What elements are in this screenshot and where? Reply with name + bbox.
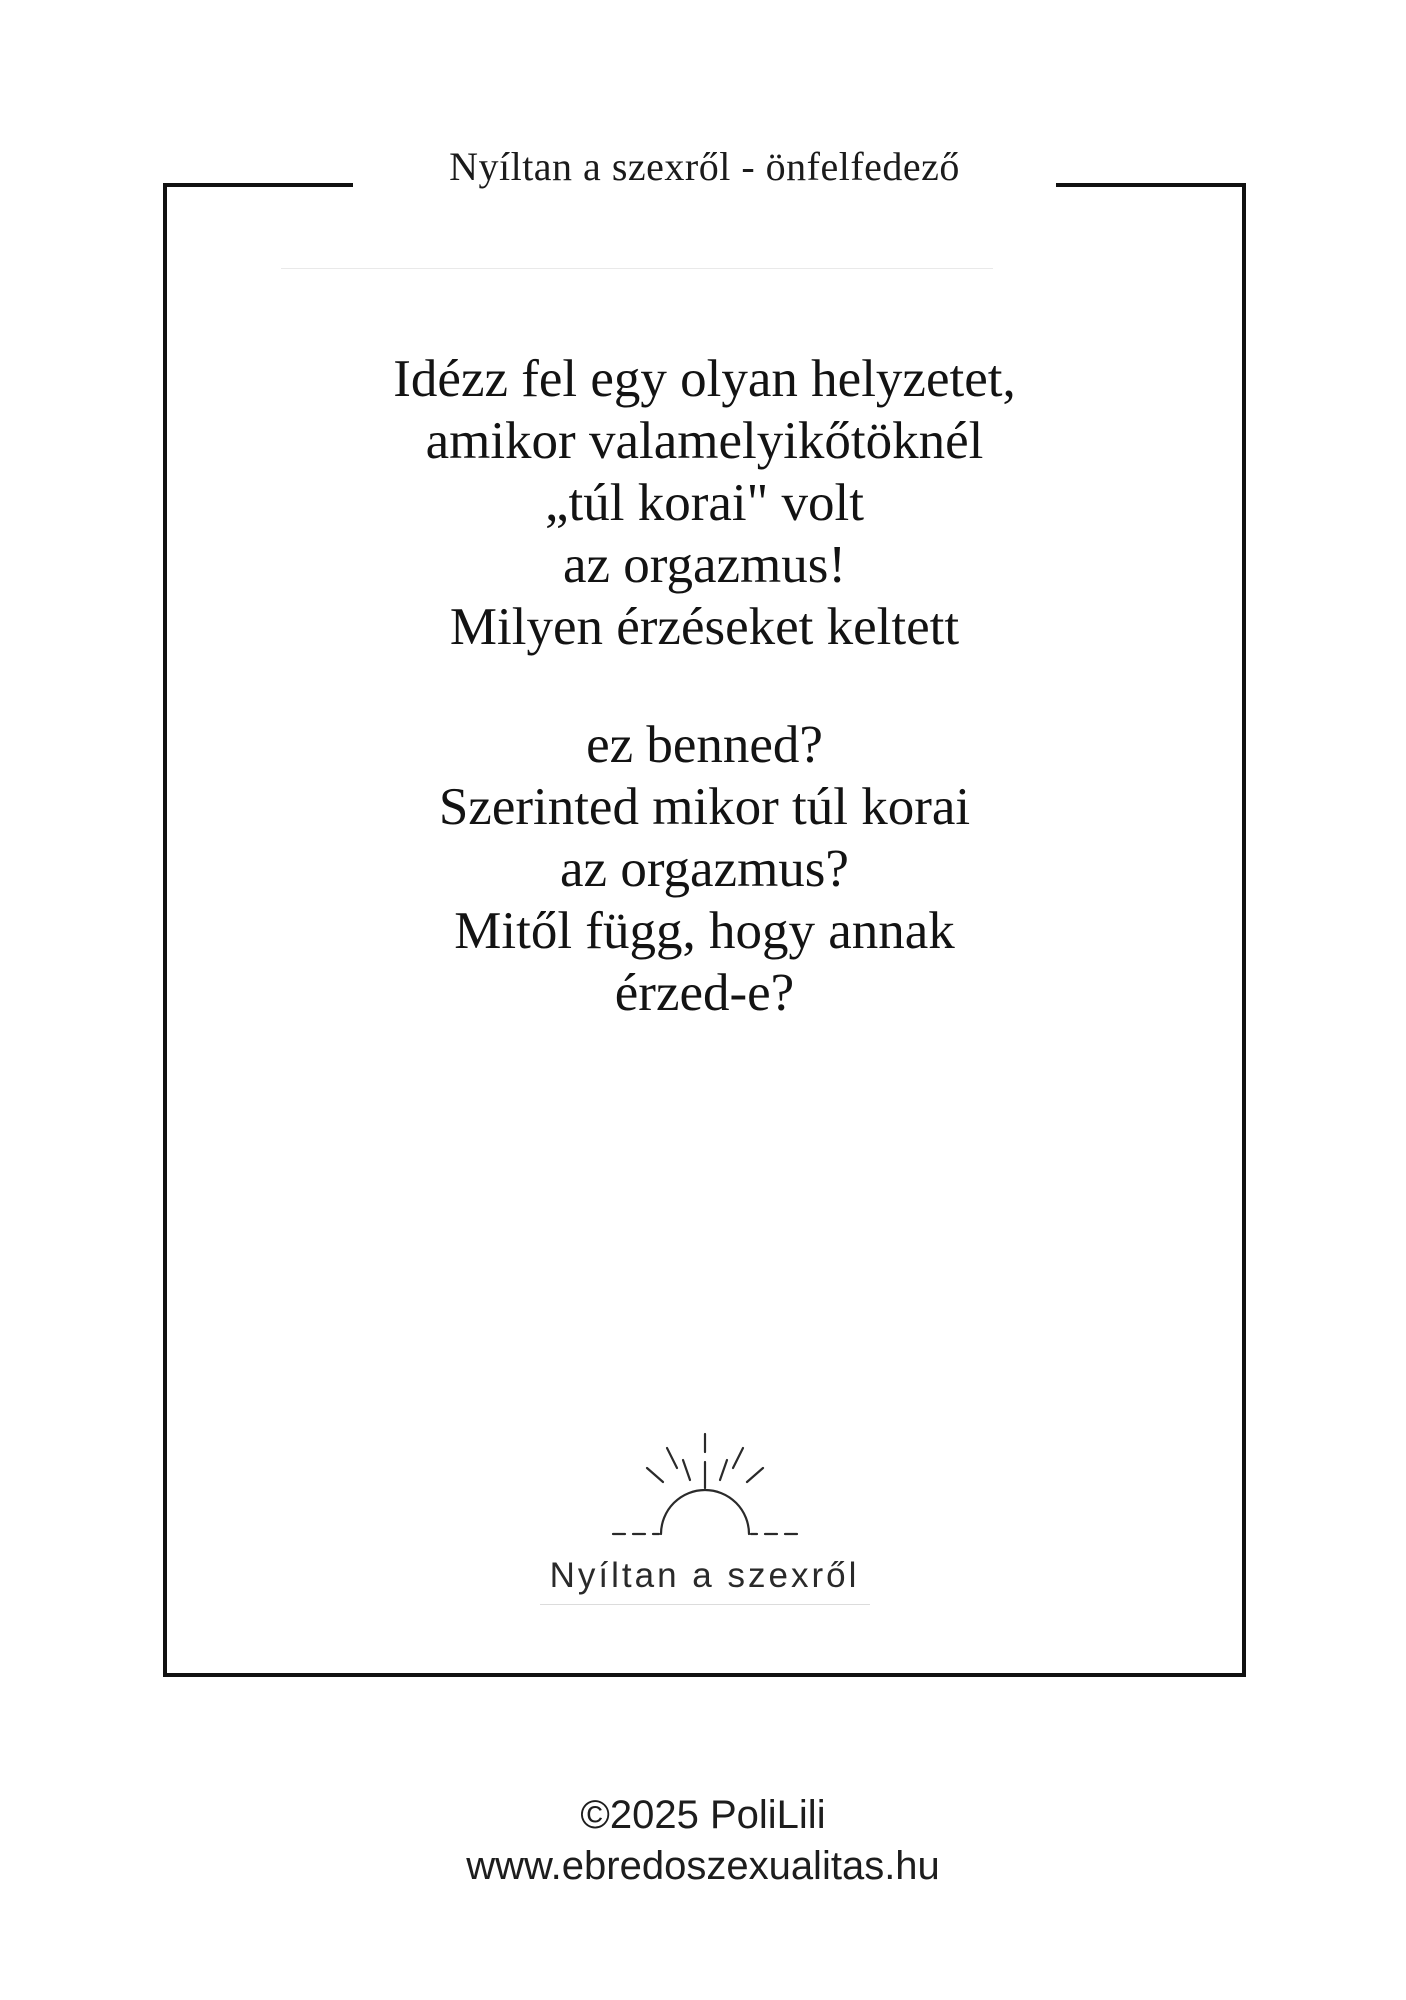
prompt-line: ez benned?: [586, 716, 823, 774]
card-border-right: [1242, 183, 1246, 1677]
prompt-text: [223, 348, 1186, 1024]
prompt-line: érzed-e?: [614, 964, 795, 1022]
prompt-spacer: [223, 658, 1186, 714]
page-footer: [0, 1790, 1406, 1892]
prompt-line: az orgazmus!: [562, 536, 847, 594]
prompt-line: Mitől függ, hogy annak: [454, 902, 955, 960]
prompt-line: Idézz fel egy olyan helyzetet,: [393, 350, 1016, 408]
website-url: www.ebredoszexualitas.hu: [466, 1844, 940, 1889]
brand-underline: [540, 1604, 870, 1605]
prompt-card: [163, 144, 1246, 1677]
prompt-line: Milyen érzéseket keltett: [449, 598, 960, 656]
brand-logo: [525, 1430, 885, 1605]
card-title: Nyíltan a szexről - önfelfedező: [449, 144, 960, 189]
card-border-left: [163, 183, 167, 1677]
brand-name: Nyíltan a szexről: [549, 1556, 860, 1595]
sunrise-rays-icon: [555, 1430, 855, 1562]
prompt-line: „túl korai" volt: [545, 474, 864, 532]
prompt-line: amikor valamelyikőtöknél: [425, 412, 984, 470]
card-border-bottom: [163, 1673, 1246, 1677]
copyright-text: ©2025 PoliLili: [580, 1793, 826, 1837]
prompt-line: Szerinted mikor túl korai: [438, 778, 971, 836]
prompt-line: az orgazmus?: [560, 840, 849, 898]
title-divider: [281, 268, 993, 269]
